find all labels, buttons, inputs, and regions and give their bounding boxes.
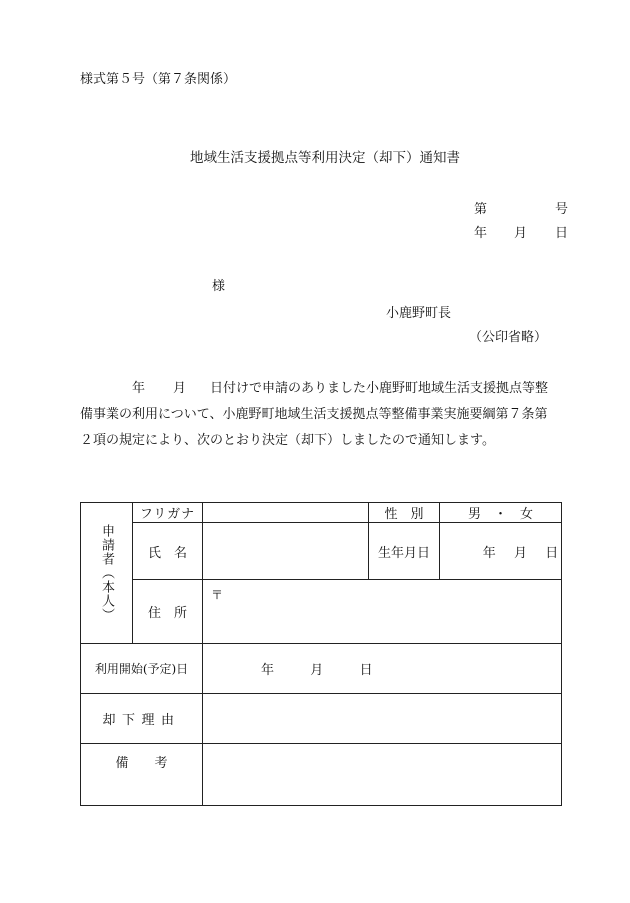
- birthdate-field[interactable]: [440, 523, 562, 580]
- body-line-1-text: 日付けで申請のありました小鹿野町地域生活支援拠点等整: [210, 381, 549, 396]
- reference-go: 号: [554, 202, 568, 217]
- body-year: 年: [132, 381, 146, 396]
- body-line-3: ２項の規定により、次のとおり決定（却下）しましたので通知します。: [80, 433, 495, 448]
- issue-day: 日: [554, 226, 568, 241]
- address-label: 住 所: [133, 580, 203, 644]
- gender-label: 性 別: [369, 503, 440, 523]
- birthdate-label: 生年月日: [369, 523, 440, 580]
- start-date-field[interactable]: [203, 644, 562, 694]
- body-line-2: 備事業の利用について、小鹿野町地域生活支援拠点等整備事業実施要綱第７条第: [80, 407, 548, 422]
- birthdate-day: 日: [545, 545, 559, 561]
- applicant-label: 申請者（本人）: [99, 524, 114, 622]
- furigana-field[interactable]: [203, 503, 369, 523]
- reference-dai: 第: [474, 202, 488, 217]
- start-date-label: 利用開始(予定)日: [81, 644, 203, 694]
- applicant-label-cell: [81, 503, 133, 644]
- body-month: 月: [173, 381, 187, 396]
- start-day: 日: [359, 663, 373, 678]
- address-field[interactable]: [203, 580, 562, 644]
- birthdate-year: 年: [482, 545, 496, 561]
- furigana-label: フリガナ: [133, 503, 203, 523]
- remarks-label: 備 考: [81, 744, 203, 806]
- rejection-reason-label: 却下理由: [81, 694, 203, 744]
- remarks-field[interactable]: [203, 744, 562, 806]
- application-details-table: [80, 502, 562, 806]
- issue-month: 月: [514, 226, 528, 241]
- body-line-1: [80, 376, 562, 402]
- start-month: 月: [310, 663, 324, 678]
- addressee-honorific: 様: [212, 279, 226, 294]
- issue-year: 年: [474, 226, 488, 241]
- document-title: 地域生活支援拠点等利用決定（却下）通知書: [190, 150, 460, 166]
- form-number: 様式第５号（第７条関係）: [80, 72, 237, 87]
- seal-omitted-note: （公印省略）: [469, 330, 548, 345]
- start-year: 年: [261, 663, 275, 678]
- postal-mark: 〒: [211, 588, 224, 602]
- name-field[interactable]: [203, 523, 369, 580]
- sender-title: 小鹿野町長: [386, 306, 452, 321]
- gender-options[interactable]: 男 ・ 女: [440, 503, 562, 523]
- name-label: 氏 名: [133, 523, 203, 580]
- rejection-reason-field[interactable]: [203, 694, 562, 744]
- notice-body: [80, 376, 562, 454]
- birthdate-month: 月: [513, 545, 527, 561]
